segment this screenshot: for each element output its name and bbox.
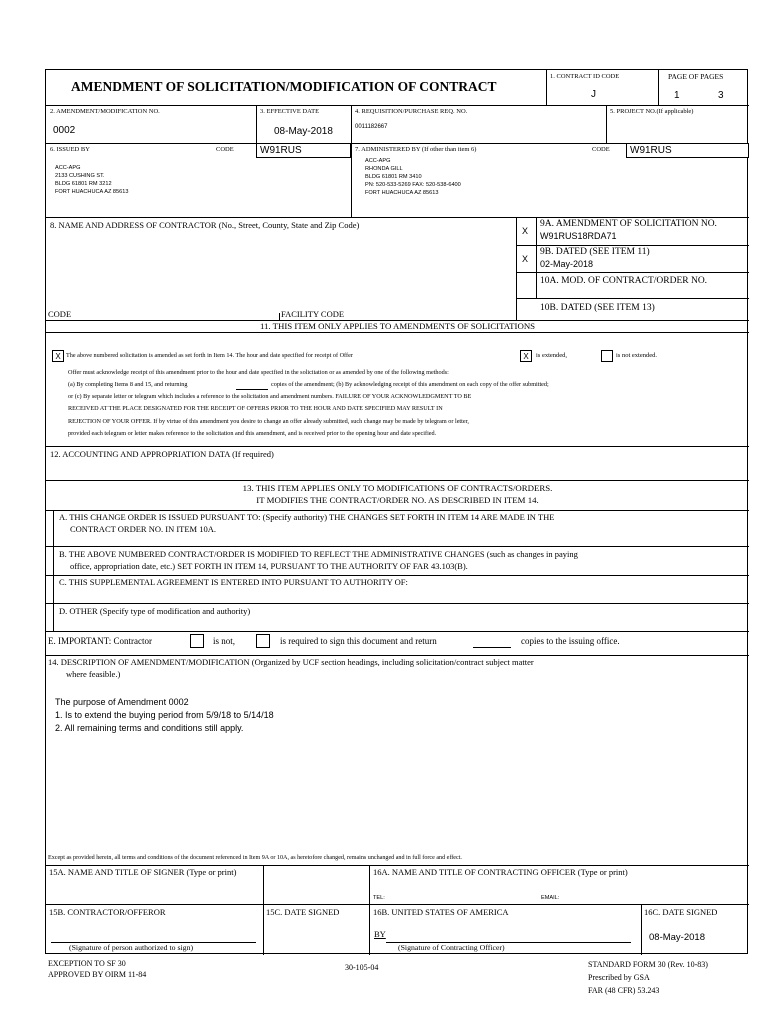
box9a-label: 9A. AMENDMENT OF SOLICITATION NO. (540, 219, 717, 229)
item13-header-2: IT MODIFIES THE CONTRACT/ORDER NO. AS DESCRIBED IN ITEM 14. (256, 495, 539, 505)
footer-prescribed: Prescribed by GSA (588, 973, 650, 982)
copies-label: copies to the issuing office. (521, 636, 620, 646)
issued-by-line: BLDG 61801 RM 3212 (55, 181, 112, 187)
item13-c: C. THIS SUPPLEMENTAL AGREEMENT IS ENTERED INTO PURSUANT TO AUTHORITY OF: (59, 577, 408, 587)
item11-not-extended-label: is not extended. (616, 352, 657, 359)
rule (536, 217, 537, 298)
administered-by-line: BLDG 61801 RM 3410 (365, 174, 422, 180)
item16b-label: 16B. UNITED STATES OF AMERICA (373, 907, 509, 917)
rule (516, 272, 749, 273)
return-copies-blank[interactable] (473, 647, 511, 648)
officer-signature-caption: (Signature of Contracting Officer) (398, 943, 505, 952)
item13-b-line1: B. THE ABOVE NUMBERED CONTRACT/ORDER IS MODIFIED TO REFLECT THE ADMINISTRATIVE CHANGES (such as changes in paying (59, 549, 578, 559)
description-line: The purpose of Amendment 0002 (55, 697, 189, 707)
box2-label: 2. AMENDMENT/MODIFICATION NO. (50, 108, 160, 115)
item16c-label: 16C. DATE SIGNED (644, 907, 718, 917)
footer-form-no: 30-105-04 (345, 963, 379, 972)
issued-by-code: W91RUS (260, 145, 302, 156)
box8-facility-label: FACILITY CODE (281, 309, 345, 319)
description-line: 1. Is to extend the buying period from 5/9/18 to 5/14/18 (55, 710, 274, 720)
rule (46, 546, 749, 547)
box7-code-label: CODE (592, 146, 610, 153)
item11-extended-checkbox[interactable]: X (520, 350, 532, 362)
item13-d: D. OTHER (Specify type of modification and authority) (59, 606, 251, 616)
administered-by-line: ACC-APG (365, 158, 391, 164)
form-title: AMENDMENT OF SOLICITATION/MODIFICATION OF CONTRACT (71, 79, 497, 94)
footer-far: FAR (48 CFR) 53.243 (588, 986, 660, 995)
requisition-no: 0011182667 (355, 124, 388, 130)
page-number: 1 (674, 90, 680, 101)
item12-label: 12. ACCOUNTING AND APPROPRIATION DATA (If required) (50, 449, 274, 459)
box9a-mark: X (522, 226, 529, 236)
box5-label: 5. PROJECT NO.(If applicable) (610, 108, 694, 115)
rule (46, 510, 749, 511)
box8-code-label: CODE (48, 309, 72, 319)
rule (369, 865, 370, 955)
administered-by-line: FORT HUACHUCA AZ 85613 (365, 190, 439, 196)
issued-by-line: 2133 CUSHING ST. (55, 173, 105, 179)
rule (46, 217, 749, 218)
administered-by-line: RHONDA GILL (365, 166, 403, 172)
rule (46, 865, 749, 866)
rule (46, 655, 749, 656)
rule (641, 904, 642, 955)
rule (46, 575, 749, 576)
rule (46, 332, 749, 333)
by-label: BY (374, 929, 386, 939)
is-not-label: is not, (213, 636, 236, 646)
item15b-label: 15B. CONTRACTOR/OFFEROR (49, 907, 166, 917)
description-line: 2. All remaining terms and conditions still apply. (55, 723, 244, 733)
footer-approved: APPROVED BY OIRM 11-84 (48, 970, 147, 979)
rule (46, 105, 749, 106)
item11-line: Offer must acknowledge receipt of this amendment prior to the hour and date specified in the solicitation or as amended by one of the following methods: (68, 369, 449, 376)
copies-blank[interactable] (236, 389, 268, 390)
item14-label-2: where feasible.) (66, 669, 121, 679)
email-label: EMAIL: (541, 895, 560, 901)
item13-a-line2: CONTRACT ORDER NO. IN ITEM 10A. (70, 524, 216, 534)
solicitation-date: 02-May-2018 (540, 259, 594, 269)
item-e-label: E. IMPORTANT: Contractor (48, 636, 153, 646)
item11-line: or (c) By separate letter or telegram which includes a reference to the solicitation and amendment numbers. FAILURE OF YOUR ACKNOWLEDGMENT TO BE (68, 393, 472, 400)
item11-not-extended-checkbox[interactable] (601, 350, 613, 362)
item13-b-line2: office, appropriation date, etc.) SET FORTH IN ITEM 14, PURSUANT TO THE AUTHORITY OF FAR 43.103(B). (70, 561, 468, 571)
item11-line: provided each telegram or letter makes reference to the solicitation and this amendment, and is received prior to the opening hour and date specified. (68, 430, 437, 437)
box8-label: 8. NAME AND ADDRESS OF CONTRACTOR (No., Street, County, State and Zip Code) (50, 220, 360, 230)
item15a-label: 15A. NAME AND TITLE OF SIGNER (Type or print) (49, 867, 237, 877)
rule (46, 480, 749, 481)
item15c-label: 15C. DATE SIGNED (266, 907, 340, 917)
item11-header: 11. THIS ITEM ONLY APPLIES TO AMENDMENTS OF SOLICITATIONS (259, 321, 536, 331)
box4-label: 4. REQUISITION/PURCHASE REQ. NO. (355, 108, 468, 115)
box9b-label: 9B. DATED (SEE ITEM 11) (540, 247, 650, 257)
footer-standard-form: STANDARD FORM 30 (Rev. 10-83) (588, 960, 708, 969)
item13-header-1: 13. THIS ITEM APPLIES ONLY TO MODIFICATIONS OF CONTRACTS/ORDERS. (242, 483, 553, 493)
rule (279, 313, 280, 320)
box3-label: 3. EFFECTIVE DATE (260, 108, 320, 115)
rule (516, 298, 749, 299)
administered-by-line: PN: 520-533-5269 FAX: 520-538-6400 (365, 182, 461, 188)
date-signed: 08-May-2018 (649, 932, 705, 943)
item11-line: RECEIVED AT THE PLACE DESIGNATED FOR THE RECEIPT OF OFFERS PRIOR TO THE HOUR AND DATE SPECIFIED MAY RESULT IN (68, 405, 443, 412)
is-not-checkbox[interactable] (190, 634, 204, 648)
solicitation-no: W91RUS18RDA71 (540, 231, 617, 241)
rule (546, 70, 547, 105)
rule (46, 904, 749, 905)
effective-date: 08-May-2018 (274, 126, 333, 137)
item11-line: REJECTION OF YOUR OFFER. If by virtue of this amendment you desire to change an offer already submitted, such change may be made by telegram or letter, (68, 418, 469, 425)
rule (46, 603, 749, 604)
item11-extended-label: is extended, (536, 352, 568, 359)
page-count: 3 (718, 90, 724, 101)
rule (263, 865, 264, 955)
rule (46, 631, 749, 632)
rule (658, 70, 659, 105)
box10a-label: 10A. MOD. OF CONTRACT/ORDER NO. (540, 276, 708, 286)
rule (351, 105, 352, 217)
item13-a-line1: A. THIS CHANGE ORDER IS ISSUED PURSUANT TO: (Specify authority) THE CHANGES SET FORTH IN ITEM 14 ARE MADE IN THE (59, 512, 555, 522)
box10b-label: 10B. DATED (SEE ITEM 13) (540, 303, 655, 313)
is-required-label: is required to sign this document and return (280, 636, 437, 646)
issued-by-line: FORT HUACHUCA AZ 85613 (55, 189, 129, 195)
item11-line: (a) By completing Items 8 and 15, and returning (68, 381, 188, 388)
item16a-label: 16A. NAME AND TITLE OF CONTRACTING OFFICER (Type or print) (373, 867, 628, 877)
item14-label-1: 14. DESCRIPTION OF AMENDMENT/MODIFICATION (Organized by UCF section headings, including solicitation/contract subject matter (48, 657, 534, 667)
rule (516, 245, 749, 246)
footer-exception: EXCEPTION TO SF 30 (48, 959, 126, 968)
rule (256, 105, 257, 143)
pages-label: PAGE OF PAGES (668, 72, 724, 81)
rule (606, 105, 607, 143)
contractor-signature-caption: (Signature of person authorized to sign) (69, 943, 194, 952)
rule (53, 510, 54, 631)
rule (516, 217, 517, 320)
item11-amended-checkbox[interactable]: X (52, 350, 64, 362)
item11-sentence: The above numbered solicitation is amended as set forth in Item 14. The hour and date specified for receipt of Offer (66, 352, 353, 359)
administered-by-code: W91RUS (630, 145, 672, 156)
box1-label: 1. CONTRACT ID CODE (550, 73, 620, 80)
box6-label: 6. ISSUED BY (50, 146, 90, 153)
rule (46, 446, 749, 447)
item11-line: copies of the amendment; (b) By acknowledging receipt of this amendment on each copy of the offer submitted; (271, 381, 549, 388)
box7-label: 7. ADMINISTERED BY (If other than item 6) (355, 146, 477, 153)
issued-by-line: ACC-APG (55, 165, 81, 171)
amendment-no: 0002 (53, 125, 76, 136)
contract-id-code: J (591, 89, 596, 100)
tel-label: TEL: (373, 895, 385, 901)
box6-code-label: CODE (216, 146, 234, 153)
except-clause: Except as provided herein, all terms and conditions of the document referenced in Item 9A or 10A, as heretofore changed, remains unchanged and in full force and effect. (48, 855, 462, 861)
box9b-mark: X (522, 254, 529, 264)
sf30-form (45, 69, 748, 954)
is-required-checkbox[interactable] (256, 634, 270, 648)
